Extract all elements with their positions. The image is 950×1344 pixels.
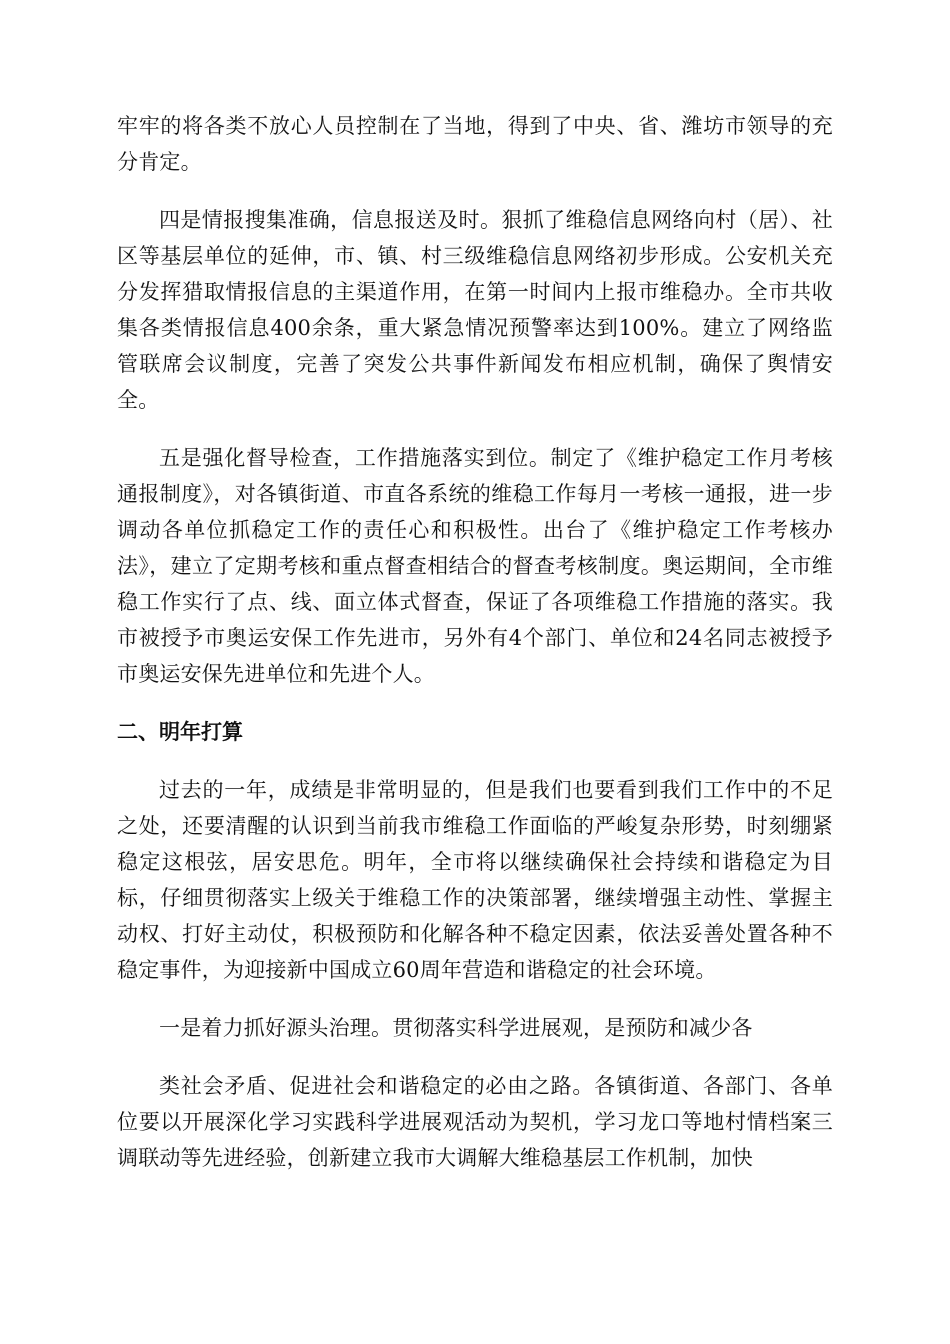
section-heading: 二、明年打算 — [117, 720, 243, 744]
paragraph-social-contradictions: 类社会矛盾、促进社会和谐稳定的必由之路。各镇街道、各部门、各单位要以开展深化学习实践科学进展观活动为契机，学习龙口等地村情档案三调联动等先进经验，创新建立我市大调解大维稳基层工作机制，加快 — [117, 1074, 833, 1170]
paragraph-intelligence: 四是情报搜集准确，信息报送及时。狠抓了维稳信息网络向村（居）、社区等基层单位的延伸，市、镇、村三级维稳信息网络初步形成。公安机关充分发挥猎取情报信息的主渠道作用，在第一时间内上报市维稳办。全市共收集各类情报信息400余条，重大紧急情况预警率达到100%。建立了网络监管联席会议制度，完善了突发公共事件新闻发布相应机制，确保了舆情安全。 — [117, 208, 833, 412]
paragraph-gap — [117, 418, 833, 440]
paragraph-next-year: 过去的一年，成绩是非常明显的，但是我们也要看到我们工作中的不足之处，还要清醒的认识到当前我市维稳工作面临的严峻复杂形势，时刻绷紧稳定这根弦，居安思危。明年，全市将以继续确保社会持续和谐稳定为目标，仔细贯彻落实上级关于维稳工作的决策部署，继续增强主动性、掌握主动权、打好主动仗，积极预防和化解各种不稳定因素，依法妥善处置各种不稳定事件，为迎接新中国成立60周年营造和谐稳定的社会环境。 — [117, 778, 833, 982]
paragraph-gap — [117, 692, 833, 714]
paragraph-gap — [117, 988, 833, 1010]
paragraph-gap — [117, 1046, 833, 1068]
paragraph-gap — [117, 180, 833, 202]
paragraph-source-governance: 一是着力抓好源头治理。贯彻落实科学进展观，是预防和减少各 — [159, 1016, 753, 1040]
paragraph-continuation: 牢牢的将各类不放心人员控制在了当地，得到了中央、省、潍坊市领导的充分肯定。 — [117, 114, 833, 174]
paragraph-supervision: 五是强化督导检查，工作措施落实到位。制定了《维护稳定工作月考核通报制度》，对各镇街道、市直各系统的维稳工作每月一考核一通报，进一步调动各单位抓稳定工作的责任心和积极性。出台了《维护稳定工作考核办法》，建立了定期考核和重点督查相结合的督查考核制度。奥运期间，全市维稳工作实行了点、线、面立体式督查，保证了各项维稳工作措施的落实。我市被授予市奥运安保工作先进市，另外有4个部门、单位和24名同志被授予市奥运安保先进单位和先进个人。 — [117, 446, 833, 686]
document-page — [117, 108, 833, 1176]
paragraph-gap — [117, 750, 833, 772]
